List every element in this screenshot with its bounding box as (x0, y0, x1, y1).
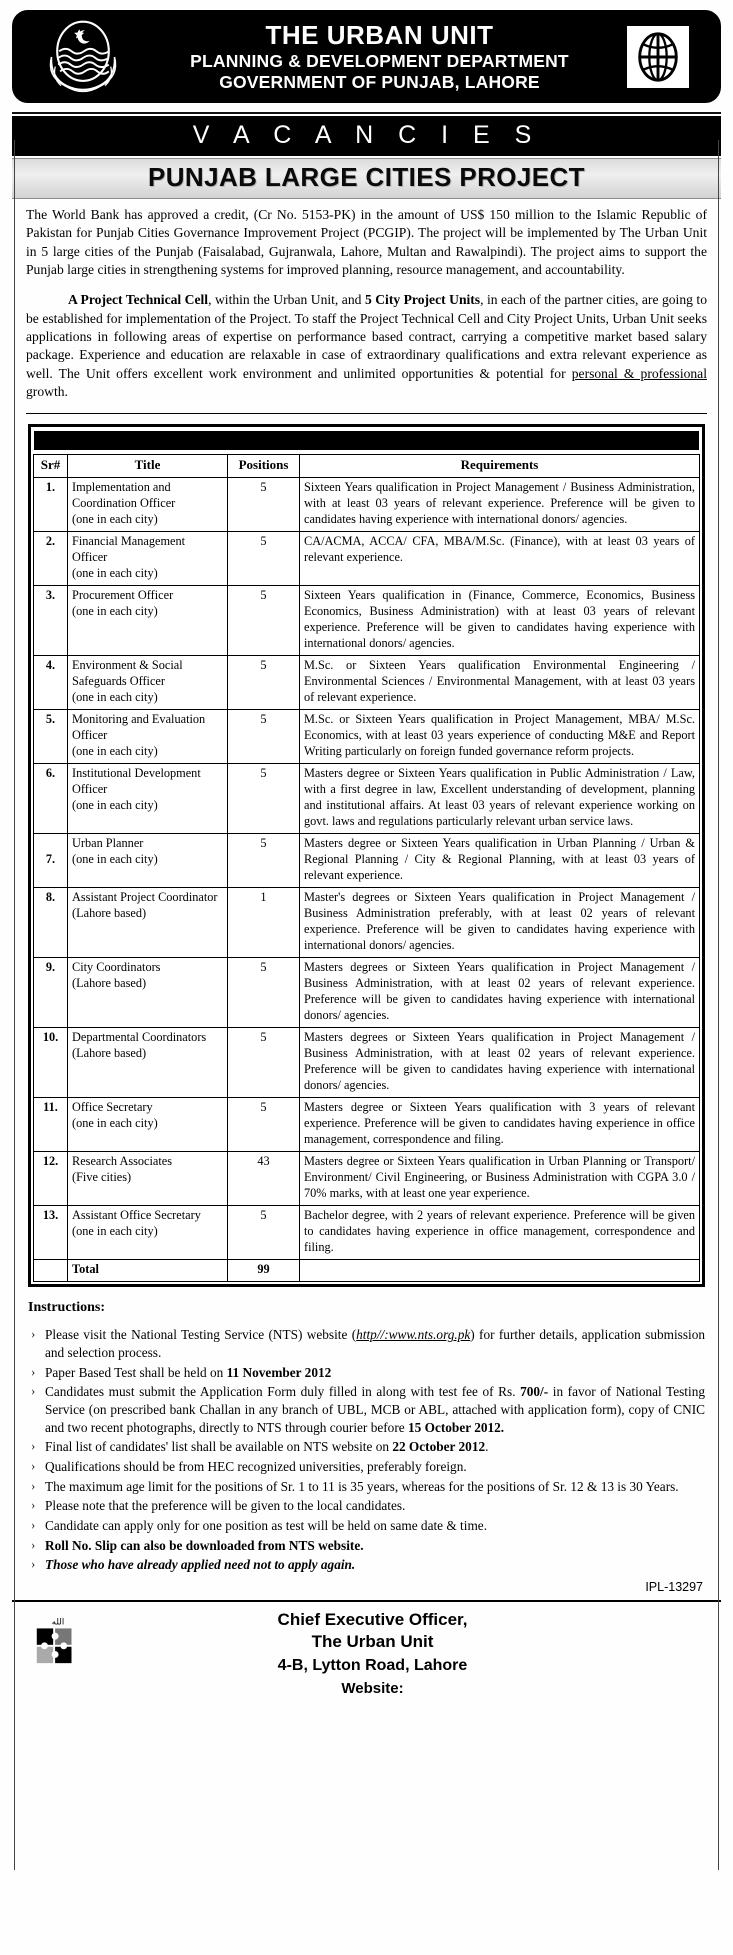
department-name: PLANNING & DEVELOPMENT DEPARTMENT (190, 50, 569, 71)
section-divider (26, 413, 707, 414)
job-title: Environment & Social Safeguards Officer (72, 658, 183, 689)
table-row (34, 1097, 700, 1151)
cell-title (68, 764, 228, 834)
instruction-text-tail: ) for further details, application submission and selection process. (45, 1327, 705, 1360)
cell-requirements: Masters degree or Sixteen Years qualification in Public Administration / Law, with a first degree in law, Excellent understanding of development, planning and institutional affairs. At least 03 years of relevant experience working on govt. laws and regulations particularly relevant urban service laws. (300, 764, 700, 834)
masthead (12, 10, 721, 103)
cell-positions: 5 (228, 656, 300, 710)
instruction-item (28, 1364, 705, 1382)
vacancies-title: V A C A N C I E S (12, 116, 721, 156)
cell-title (68, 887, 228, 957)
cell-sr: 5. (34, 710, 68, 764)
job-title: Office Secretary (72, 1099, 153, 1114)
cell-sr: 12. (34, 1151, 68, 1205)
cell-sr: 4. (34, 656, 68, 710)
cell-requirements: CA/ACMA, ACCA/ CFA, MBA/M.Sc. (Finance), with at least 03 years of relevant experience. (300, 532, 700, 586)
job-title: Procurement Officer (72, 588, 174, 603)
job-location-note: (one in each city) (72, 512, 158, 527)
table-row (34, 764, 700, 834)
job-location-note: (Lahore based) (72, 905, 147, 920)
intro-p2-tail: growth. (26, 384, 68, 400)
svg-text:الله: الله (51, 1616, 65, 1627)
table-row (34, 586, 700, 656)
banner-rule (12, 112, 721, 114)
job-location-note: (one in each city) (72, 1115, 158, 1130)
project-technical-cell-label: A Project Technical Cell (68, 292, 209, 308)
cell-requirements: Master's degrees or Sixteen Years qualification in Project Management / Business Administration preferably, with at least 02 years of relevant experience. Preference will be given to candidates having experience with international donors/ agencies. (300, 887, 700, 957)
cell-title (68, 957, 228, 1027)
job-location-note: (one in each city) (72, 566, 158, 581)
instructions-heading: Instructions: (28, 1299, 106, 1315)
table-row (34, 1027, 700, 1097)
instruction-item (28, 1517, 705, 1535)
table-top-black-bar (34, 431, 699, 450)
cell-sr: 9. (34, 957, 68, 1027)
intro-p2-mid: , within the Urban Unit, and (208, 292, 365, 308)
table-row (34, 478, 700, 532)
table-row (34, 710, 700, 764)
instruction-text-tail: . (485, 1439, 489, 1455)
footer-website-label: Website: (341, 1679, 404, 1697)
job-title: Assistant Project Coordinator (72, 889, 218, 904)
job-title: Implementation and Coordination Officer (72, 480, 176, 511)
instruction-item (28, 1438, 705, 1456)
instruction-text: Paper Based Test shall be held on (45, 1364, 227, 1380)
cell-requirements: Sixteen Years qualification in Project Management / Business Administration, with at least 03 years of relevant experience. Preference will be given to candidates having experience with international donors/ agencies. (300, 478, 700, 532)
cell-requirements: Bachelor degree, with 2 years of relevant experience. Preference will be given to candidates having experience in office management, correspondence and filing. (300, 1205, 700, 1259)
vacancy-table (33, 454, 700, 1281)
instruction-deadline: 15 October 2012. (407, 1419, 505, 1435)
instruction-emphasis: 11 November 2012 (226, 1364, 332, 1380)
instruction-item (28, 1326, 705, 1361)
instruction-item (28, 1556, 705, 1574)
job-location-note: (one in each city) (72, 604, 158, 619)
intro-paragraph-1: The World Bank has approved a credit, (Cr No. 5153-PK) in the amount of US$ 150 million to the Islamic Republic of Pakistan for Punjab Cities Governance Improvement Project (PCGIP). The project will be implemented by The Urban Unit in 5 large cities of the Punjab (Faisalabad, Gujranwala, Lahore, Multan and Rawalpindi). The project aims to support the Punjab large cities in strengthening systems for improved planning, resource management, and accountability. (26, 207, 707, 278)
cell-title (68, 1097, 228, 1151)
nts-website-link: http//:www.nts.org.pk (356, 1327, 471, 1343)
instruction-text: The maximum age limit for the positions of Sr. 1 to 11 is 35 years, whereas for the positions of Sr. 12 & 13 is 30 Years. (45, 1478, 679, 1494)
cell-title (68, 834, 228, 888)
vacancy-table-body (34, 478, 700, 1281)
cell-title (68, 532, 228, 586)
cell-positions: 5 (228, 1027, 300, 1097)
job-location-note: (Lahore based) (72, 975, 147, 990)
job-title: Departmental Coordinators (72, 1029, 207, 1044)
cell-title (68, 586, 228, 656)
cell-positions: 5 (228, 586, 300, 656)
project-title-band (12, 158, 721, 199)
instruction-text: Please note that the preference will be given to the local candidates. (45, 1498, 406, 1514)
job-title: Monitoring and Evaluation Officer (72, 712, 206, 743)
cell-title (68, 1027, 228, 1097)
job-title: Assistant Office Secretary (72, 1207, 201, 1222)
instruction-emphasis: 700/- (520, 1384, 549, 1400)
cell-positions: 1 (228, 887, 300, 957)
cell-requirements: Masters degree or Sixteen Years qualification in Urban Planning / Urban & Regional Planning / City & Regional Planning, with at least 03 years of relevant experience. (300, 834, 700, 888)
footer-contact (104, 1609, 721, 1699)
instruction-text: Candidates must submit the Application Form duly filled in along with test fee of Rs. (45, 1384, 521, 1400)
introduction-section (26, 206, 707, 401)
instruction-item (28, 1537, 705, 1555)
cell-title (68, 710, 228, 764)
cell-title (68, 656, 228, 710)
column-header-requirements: Requirements (300, 455, 700, 478)
page-border-right (718, 140, 719, 1870)
cell-total-label: Total (68, 1259, 228, 1281)
cell-requirements: Sixteen Years qualification in (Finance, Commerce, Economics, Business Economics, Business Administration) with at least 03 years of relevant experience. Preference will be given to candidates having experience with international donors/ agencies. (300, 586, 700, 656)
cell-title (68, 1205, 228, 1259)
table-row (34, 887, 700, 957)
job-title: City Coordinators (72, 959, 161, 974)
cell-requirements: Masters degrees or Sixteen Years qualification in Project Management / Business Administration, with at least 02 years of relevant experience. Preference will be given to candidates having experience with international donors/ agencies. (300, 957, 700, 1027)
instruction-text: Please visit the National Testing Service (NTS) website ( (45, 1327, 357, 1343)
job-location-note: (one in each city) (72, 798, 158, 813)
footer (12, 1600, 721, 1699)
instruction-text: Candidate can apply only for one position as test will be held on same date & time. (45, 1517, 488, 1533)
cell-requirements: Masters degrees or Sixteen Years qualification in Project Management / Business Administration, with at least 02 years of relevant experience. Preference will be given to candidates having experience with international donors/ agencies. (300, 1027, 700, 1097)
intro-paragraph-2 (26, 291, 707, 401)
table-row (34, 656, 700, 710)
instructions-list (28, 1326, 705, 1574)
job-location-note: (one in each city) (72, 1223, 158, 1238)
cell-sr: 13. (34, 1205, 68, 1259)
instruction-item (28, 1497, 705, 1515)
city-project-units-label: 5 City Project Units (364, 292, 481, 308)
intro-p2-rest: , in each of the partner cities, are going to be established for implementation of the Project. To staff the Project Technical Cell and City Project Units, Urban Unit seeks applications in following areas of expertise on performance based contract, carrying a competitive market based salary package. Experience and education are relaxable in case of extraordinary qualifications and extra relevant experience as well. The Unit offers excellent work environment and unlimited opportunities & potential for (26, 292, 707, 381)
punjab-government-crest-icon (40, 18, 126, 96)
cell-total-blank (34, 1259, 68, 1281)
table-row (34, 834, 700, 888)
instructions-section (28, 1299, 705, 1574)
ipl-reference-code: IPL-13297 (645, 1579, 703, 1594)
cell-sr: 7. (34, 834, 68, 888)
vacancies-banner (12, 112, 721, 156)
cell-sr: 8. (34, 887, 68, 957)
job-title: Institutional Development Officer (72, 766, 201, 797)
cell-positions: 5 (228, 710, 300, 764)
cell-positions: 5 (228, 764, 300, 834)
job-title: Urban Planner (72, 836, 144, 851)
instruction-item (28, 1383, 705, 1436)
cell-positions: 5 (228, 478, 300, 532)
instruction-item (28, 1478, 705, 1496)
column-header-title: Title (68, 455, 228, 478)
cell-positions: 5 (228, 1097, 300, 1151)
instruction-emphasis-italic: Those who have already applied need not to apply again. (45, 1557, 356, 1573)
table-header-row (34, 455, 700, 478)
cell-requirements: M.Sc. or Sixteen Years qualification Environmental Engineering / Environmental Sciences / Environmental Management, with at least 03 years of relevant experience. (300, 656, 700, 710)
cell-requirements: M.Sc. or Sixteen Years qualification in Project Management, MBA/ M.Sc. Economics, with at least 03 years experience of conducting M&E and Report Writing particularly on foreign funded governance reform projects. (300, 710, 700, 764)
cell-sr: 3. (34, 586, 68, 656)
instruction-item (28, 1458, 705, 1476)
job-location-note: (Five cities) (72, 1169, 132, 1184)
instruction-emphasis: 22 October 2012 (392, 1439, 486, 1455)
footer-address: 4-B, Lytton Road, Lahore (277, 1657, 468, 1675)
job-title: Research Associates (72, 1153, 173, 1168)
job-title: Financial Management Officer (72, 534, 186, 565)
cell-positions: 5 (228, 1205, 300, 1259)
page-border-left (14, 140, 15, 1870)
cell-sr: 1. (34, 478, 68, 532)
government-name: GOVERNMENT OF PUNJAB, LAHORE (219, 71, 540, 92)
cell-positions: 5 (228, 532, 300, 586)
footer-org: The Urban Unit (311, 1632, 434, 1652)
cell-positions: 43 (228, 1151, 300, 1205)
column-header-sr: Sr# (34, 455, 68, 478)
cell-total-blank-req (300, 1259, 700, 1281)
cell-total-positions: 99 (228, 1259, 300, 1281)
job-location-note: (one in each city) (72, 744, 158, 759)
column-header-positions: Positions (228, 455, 300, 478)
cell-positions: 5 (228, 957, 300, 1027)
table-row (34, 532, 700, 586)
personal-professional-emphasis: personal & professional (571, 365, 707, 381)
cell-positions: 5 (228, 834, 300, 888)
cell-sr: 6. (34, 764, 68, 834)
table-row (34, 1151, 700, 1205)
instruction-text: Qualifications should be from HEC recognized universities, preferably foreign. (45, 1458, 467, 1474)
table-total-row (34, 1259, 700, 1281)
instruction-text: Final list of candidates' list shall be available on NTS website on (45, 1439, 393, 1455)
table-row (34, 957, 700, 1027)
world-bank-globe-icon (627, 26, 689, 88)
table-row (34, 1205, 700, 1259)
cell-title (68, 1151, 228, 1205)
cell-requirements: Masters degree or Sixteen Years qualification with 3 years of relevant experience. Preference will be given to candidates having experience in office management, correspondence and filing. (300, 1097, 700, 1151)
project-title: PUNJAB LARGE CITIES PROJECT (148, 162, 585, 192)
vacancy-table-container (28, 424, 705, 1286)
urban-unit-puzzle-logo-icon (12, 1609, 104, 1667)
org-name: THE URBAN UNIT (265, 20, 494, 51)
cell-title (68, 478, 228, 532)
job-location-note: (one in each city) (72, 852, 158, 866)
cell-sr: 11. (34, 1097, 68, 1151)
instruction-text-mid: in favor of National Testing Service (on prescribed bank Challan in any branch of UBL, MCB or ABL, attached with application form), copy of CNIC and two recent photographs, directly to NTS through courier before (45, 1384, 705, 1435)
masthead-titles (126, 21, 627, 92)
cell-sr: 2. (34, 532, 68, 586)
instruction-emphasis: Roll No. Slip can also be downloaded from NTS website. (45, 1537, 364, 1553)
job-location-note: (Lahore based) (72, 1045, 147, 1060)
cell-sr: 10. (34, 1027, 68, 1097)
cell-requirements: Masters degree or Sixteen Years qualification in Urban Planning or Transport/ Environment/ Civil Engineering, or Business Administration with CGPA 3.0 / 70% marks, with at least one year experience. (300, 1151, 700, 1205)
job-location-note: (one in each city) (72, 690, 158, 705)
footer-ceo-title: Chief Executive Officer, (277, 1609, 468, 1629)
